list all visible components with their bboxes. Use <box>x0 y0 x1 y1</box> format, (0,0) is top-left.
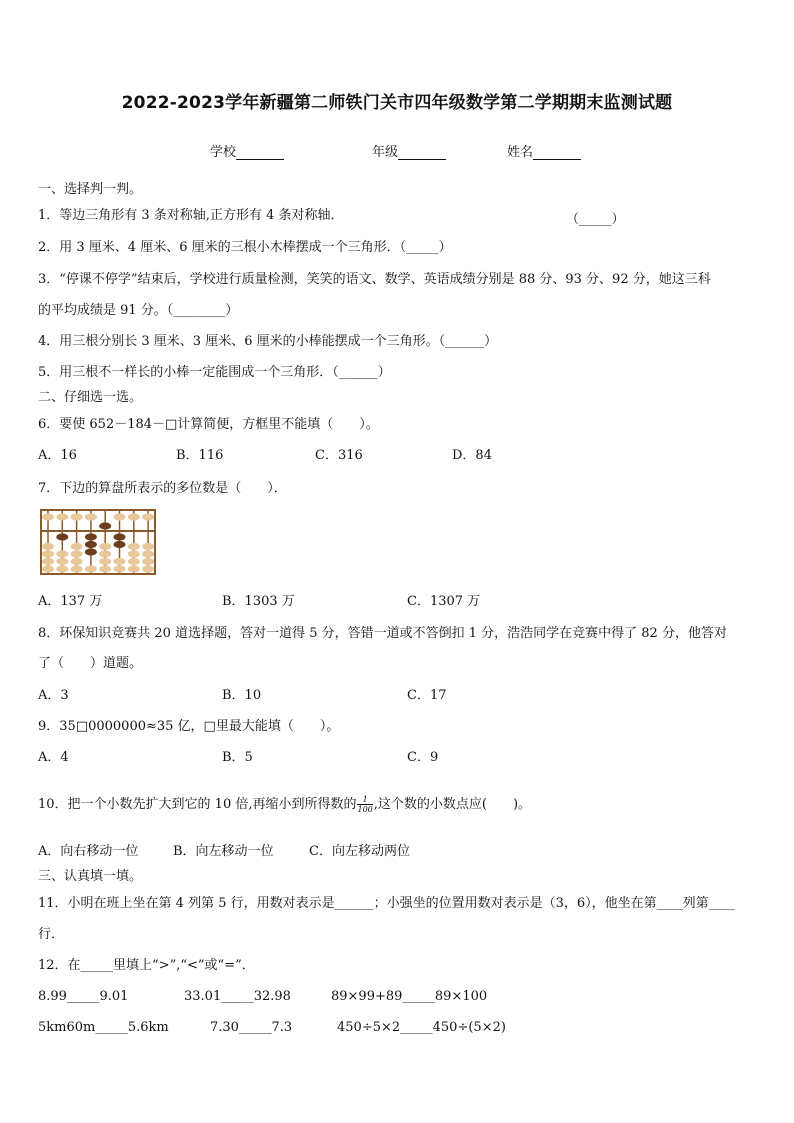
abacus-lower-bead <box>71 558 83 565</box>
question-3-line-1: 3．“停课不停学”结束后，学校进行质量检测，笑笑的语文、数学、英语成绩分别是 88 分、93 分、92 分，她这三科 <box>38 272 711 287</box>
abacus-upper-bead <box>142 513 154 520</box>
question-2: 2．用 3 厘米、4 厘米、6 厘米的三根小木棒摆成一个三角形．（_____） <box>38 240 452 255</box>
q6-option-b[interactable]: B．116 <box>176 448 224 463</box>
question-4: 4．用三根分别长 3 厘米、3 厘米、6 厘米的小棒能摆成一个三角形。（______） <box>38 334 498 349</box>
abacus-lower-bead <box>142 550 154 557</box>
question-12: 12．在_____里填上“>”,“<”或“=”． <box>38 958 255 973</box>
abacus-lower-bead <box>42 543 54 550</box>
q12-item-6[interactable]: 450÷5×2_____450÷(5×2) <box>337 1020 506 1035</box>
section-1-heading: 一、选择判一判。 <box>38 182 143 197</box>
question-9: 9．35□0000000≈35 亿，□里最大能填（ ）。 <box>38 719 340 734</box>
name-blank[interactable] <box>533 145 581 160</box>
abacus-lower-bead <box>99 543 111 550</box>
abacus-lower-bead <box>56 550 68 557</box>
abacus-upper-bead <box>99 522 111 529</box>
abacus-image <box>40 509 156 575</box>
q12-item-1[interactable]: 8.99_____9.01 <box>38 989 129 1004</box>
q6-option-a[interactable]: A．16 <box>38 448 77 463</box>
abacus-lower-bead <box>114 565 126 572</box>
abacus-upper-bead <box>42 513 54 520</box>
abacus-lower-bead <box>71 565 83 572</box>
grade-blank[interactable] <box>398 145 446 160</box>
abacus-lower-bead <box>128 558 140 565</box>
school-blank[interactable] <box>236 145 284 160</box>
question-10 <box>38 794 531 816</box>
abacus-lower-bead <box>128 565 140 572</box>
abacus-lower-bead <box>142 558 154 565</box>
q12-item-2[interactable]: 33.01_____32.98 <box>184 989 291 1004</box>
abacus-lower-bead <box>114 558 126 565</box>
abacus-upper-bead <box>114 513 126 520</box>
abacus-lower-bead <box>71 550 83 557</box>
q10-text-before: 10．把一个小数先扩大到它的 10 倍,再缩小到所得数的 <box>38 797 357 812</box>
name-label: 姓名 <box>507 145 534 160</box>
q10-option-c[interactable]: C．向左移动两位 <box>309 844 410 859</box>
abacus-upper-bead <box>56 513 68 520</box>
section-3-heading: 三、认真填一填。 <box>38 869 143 884</box>
q9-option-c[interactable]: C．9 <box>407 750 439 765</box>
q7-option-a[interactable]: A．137 万 <box>38 594 103 609</box>
abacus-upper-bead <box>71 513 83 520</box>
question-3-line-2: 的平均成绩是 91 分。（________） <box>38 303 239 318</box>
abacus-upper-bead <box>128 513 140 520</box>
abacus-lower-bead <box>99 565 111 572</box>
q6-option-d[interactable]: D．84 <box>452 448 492 463</box>
question-1: 1．等边三角形有 3 条对称轴,正方形有 4 条对称轴． <box>38 208 344 223</box>
fraction-denominator: 100 <box>357 805 373 814</box>
abacus-lower-bead <box>71 543 83 550</box>
page-title: 2022-2023学年新疆第二师铁门关市四年级数学第二学期期末监测试题 <box>121 93 673 113</box>
question-5: 5．用三根不一样长的小棒一定能围成一个三角形．（______） <box>38 365 391 380</box>
abacus-lower-bead <box>114 533 126 540</box>
school-field <box>210 141 284 160</box>
abacus-lower-bead <box>142 543 154 550</box>
abacus-lower-bead <box>128 543 140 550</box>
abacus-lower-bead <box>99 558 111 565</box>
fraction-numerator: 1 <box>357 795 372 805</box>
q12-item-3[interactable]: 89×99+89_____89×100 <box>331 989 488 1004</box>
q8-option-b[interactable]: B．10 <box>222 688 262 703</box>
abacus-lower-bead <box>114 541 126 548</box>
name-field <box>507 141 581 160</box>
question-11-line-2: 行． <box>38 927 65 942</box>
q10-option-a[interactable]: A．向右移动一位 <box>38 844 139 859</box>
abacus-lower-bead <box>85 565 97 572</box>
abacus-lower-bead <box>42 558 54 565</box>
abacus-lower-bead <box>142 565 154 572</box>
abacus-upper-bead <box>85 513 97 520</box>
question-11-line-1: 11．小明在班上坐在第 4 列第 5 行，用数对表示是______；小强坐的位置用数对表示是（3，6），他坐在第____列第____ <box>38 896 735 911</box>
fraction-one-hundredth <box>357 795 372 814</box>
abacus-rods <box>42 511 154 573</box>
q10-option-b[interactable]: B．向左移动一位 <box>173 844 274 859</box>
question-7: 7．下边的算盘所表示的多位数是（ ）． <box>38 481 287 496</box>
q7-option-c[interactable]: C．1307 万 <box>407 594 481 609</box>
abacus-lower-bead <box>42 565 54 572</box>
abacus-lower-bead <box>85 541 97 548</box>
section-2-heading: 二、仔细选一选。 <box>38 390 143 405</box>
q8-option-a[interactable]: A．3 <box>38 688 69 703</box>
grade-field <box>372 141 446 160</box>
q8-option-c[interactable]: C．17 <box>407 688 447 703</box>
abacus-lower-bead <box>56 558 68 565</box>
question-1-answer-blank[interactable]: （_____） <box>566 212 625 227</box>
q10-text-after: ,这个数的小数点应( )。 <box>373 797 532 812</box>
q7-option-b[interactable]: B．1303 万 <box>222 594 295 609</box>
q9-option-b[interactable]: B．5 <box>222 750 253 765</box>
abacus-lower-bead <box>128 550 140 557</box>
q12-item-4[interactable]: 5km60m_____5.6km <box>38 1020 169 1035</box>
question-8-line-2: 了（ ）道题。 <box>38 656 143 671</box>
q6-option-c[interactable]: C．316 <box>315 448 363 463</box>
grade-label: 年级 <box>372 145 399 160</box>
abacus-lower-bead <box>56 565 68 572</box>
abacus-lower-bead <box>56 533 68 540</box>
abacus-lower-bead <box>85 533 97 540</box>
school-label: 学校 <box>210 145 237 160</box>
question-6: 6．要使 652－184－□计算简便，方框里不能填（ ）。 <box>38 417 379 432</box>
question-8-line-1: 8．环保知识竞赛共 20 道选择题，答对一道得 5 分，答错一道或不答倒扣 1 分，浩浩同学在竞赛中得了 82 分，他答对 <box>38 626 727 641</box>
abacus-lower-bead <box>85 548 97 555</box>
abacus-lower-bead <box>99 550 111 557</box>
abacus-lower-bead <box>42 550 54 557</box>
q9-option-a[interactable]: A．4 <box>38 750 69 765</box>
q12-item-5[interactable]: 7.30_____7.3 <box>210 1020 293 1035</box>
